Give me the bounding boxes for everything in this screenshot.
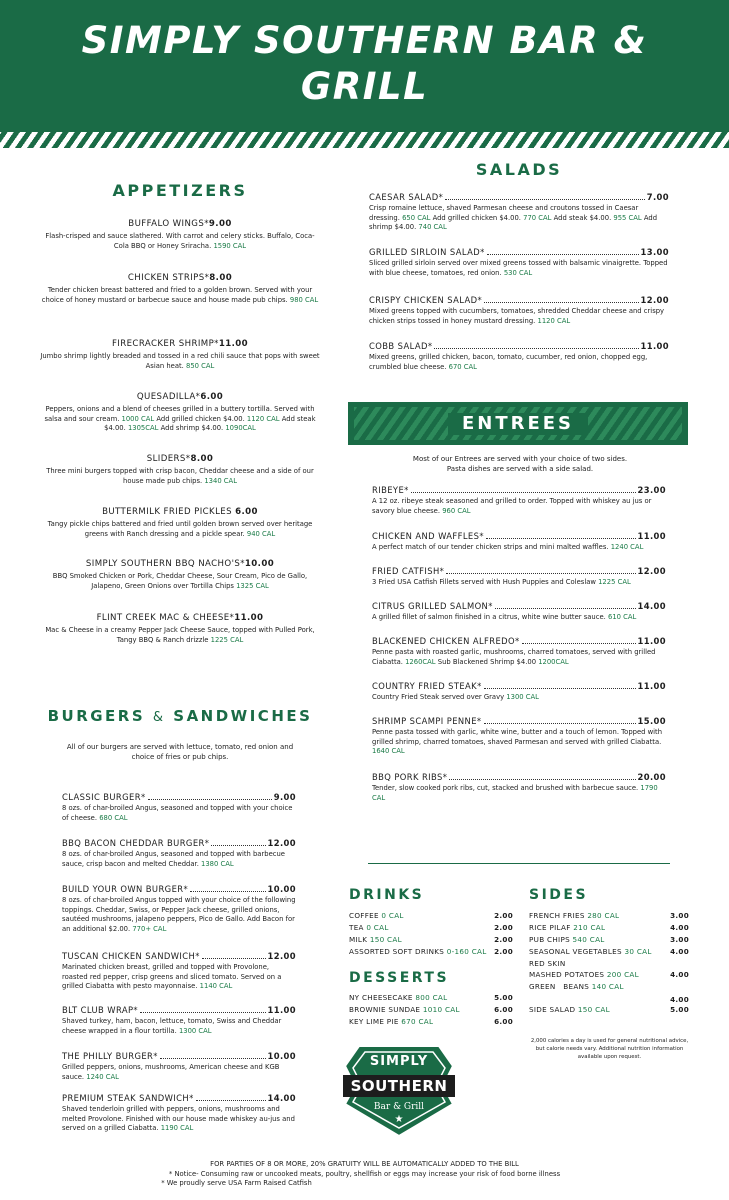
- item-name: CLASSIC BURGER*: [62, 792, 146, 802]
- item-price: 4.00: [670, 970, 689, 979]
- item-name: GRILLED SIRLOIN SALAD*: [369, 247, 485, 257]
- item-name: CAESAR SALAD*: [369, 192, 444, 202]
- item-name: BUTTERMILK FRIED PICKLES: [102, 507, 232, 517]
- item-price: 7.00: [646, 192, 669, 202]
- item-price: [659, 982, 689, 992]
- item-desc: 8 ozs. of char-broiled Angus, seasoned and topped with barbecue sauce, crisp bacon and melted Cheddar.: [62, 850, 285, 868]
- item-name: SLIDERS*: [146, 454, 191, 464]
- item-desc: Three mini burgers topped with crisp bacon, Cheddar cheese and a side of our house made pub chips.: [46, 467, 314, 485]
- item-desc: Shaved tenderloin grilled with peppers, onions, mushrooms and melted Provolone. Finished with our house made whiskey au-jus and served on a grilled Ciabatta.: [62, 1105, 295, 1133]
- item-name: COUNTRY FRIED STEAK*: [372, 681, 482, 691]
- entree-item: [372, 680, 666, 703]
- appetizer-item: [40, 612, 320, 645]
- item-price: 5.00: [494, 993, 513, 1002]
- item-price: 6.00: [200, 392, 224, 402]
- item-price: 9.00: [208, 219, 232, 229]
- item-desc: Peppers, onions and a blend of cheeses grilled in a buttery tortilla. Served with salsa and sour cream.: [44, 405, 315, 423]
- entree-item: [372, 771, 666, 803]
- item-cal: 140 CAL: [591, 982, 624, 991]
- item-cal: 1240 CAL: [610, 543, 644, 551]
- item-name: GREEN BEANS: [529, 982, 590, 991]
- item-desc: Tender chicken breast battered and fried to a golden brown. Served with your choice of honey mustard or barbecue sauce and house made pub chips.: [41, 286, 313, 304]
- item-price: 2.00: [494, 935, 513, 944]
- item-cal: 740 CAL: [418, 223, 447, 232]
- item-cal: 1010 CAL: [422, 1005, 460, 1014]
- item-price: 11.00: [267, 1005, 296, 1015]
- burger-item: [62, 837, 296, 869]
- item-price: 6.00: [494, 1005, 513, 1014]
- item-cal: 0 CAL: [366, 923, 389, 932]
- item-cal: 1120 CAL: [537, 316, 571, 325]
- item-desc: A grilled fillet of salmon finished in a citrus, white wine butter sauce.: [372, 613, 606, 621]
- item-name: CRISPY CHICKEN SALAD*: [369, 295, 483, 305]
- burgers-title: [40, 707, 320, 725]
- item-price: 20.00: [637, 772, 666, 782]
- item-addon: Add grilled chicken $4.00.: [156, 414, 245, 423]
- item-name: KEY LIME PIE: [349, 1017, 399, 1026]
- consumption-notice: * Notice- Consuming raw or uncooked meats, poultry, shellfish or eggs may increase your risk of food borne illness: [168, 1169, 561, 1178]
- side-row: [529, 923, 689, 933]
- item-cal: 680 CAL: [99, 813, 128, 822]
- leader-dots: [196, 1100, 266, 1101]
- item-price: 15.00: [637, 716, 666, 726]
- item-cal: 0-160 CAL: [446, 947, 487, 956]
- item-cal: 1590 CAL: [213, 241, 247, 250]
- section-divider: [368, 863, 670, 864]
- item-price: 6.00: [235, 507, 258, 517]
- item-cal: 1300 CAL: [178, 1026, 212, 1035]
- leader-dots: [160, 1058, 266, 1059]
- item-cal: 1300 CAL: [506, 693, 539, 701]
- item-addon: Sub Blackened Shrimp $4.00: [437, 657, 537, 666]
- item-price: 2.00: [494, 923, 513, 932]
- item-desc: Mac & Cheese in a creamy Pepper Jack Cheese Sauce, topped with Pulled Pork, Tangy BBQ & Ranch drizzle: [45, 626, 315, 644]
- item-price: 13.00: [640, 247, 669, 257]
- item-price: 11.00: [637, 636, 666, 646]
- item-price: 8.00: [190, 454, 214, 464]
- item-cal: 1240 CAL: [86, 1072, 119, 1081]
- item-cal: 540 CAL: [572, 935, 605, 944]
- item-name: MASHED POTATOES: [529, 970, 605, 979]
- item-price: 6.00: [494, 1017, 513, 1026]
- drink-row: [349, 947, 513, 957]
- entree-item: [372, 635, 666, 667]
- item-cal: 1640 CAL: [372, 747, 405, 756]
- item-name: ASSORTED SOFT DRINKS: [349, 947, 445, 956]
- dessert-row: [349, 1005, 513, 1015]
- logo-southern: SOUTHERN: [350, 1077, 448, 1095]
- item-desc: Flash-crisped and sauce slathered. With carrot and celery sticks. Buffalo, Coca-Cola BBQ or Honey Sriracha.: [45, 232, 315, 250]
- item-cal: 1000 CAL: [121, 414, 155, 423]
- item-price: 14.00: [267, 1093, 296, 1103]
- item-price: 3.00: [670, 935, 689, 944]
- entree-item: [372, 565, 666, 588]
- item-cal: 200 CAL: [606, 970, 639, 979]
- desserts-title: DESSERTS: [349, 970, 450, 986]
- logo-simply: SIMPLY: [369, 1054, 429, 1069]
- burger-item: [62, 950, 296, 992]
- item-cal: 1200CAL: [538, 657, 569, 666]
- item-cal: 980 CAL: [289, 295, 319, 304]
- item-cal: 1090CAL: [225, 424, 256, 433]
- nutrition-note: 2,000 calories a day is used for general nutritional advice, but calorie needs vary. Additional nutrition information available upon request.: [530, 1038, 689, 1060]
- item-cal: 210 CAL: [573, 923, 606, 932]
- sandwiches-title-word: SANDWICHES: [173, 707, 313, 725]
- item-name: TUSCAN CHICKEN SANDWICH*: [62, 951, 200, 961]
- item-price: 12.00: [267, 951, 296, 961]
- item-cal: 1305CAL: [127, 424, 159, 433]
- item-desc: Marinated chicken breast, grilled and topped with Provolone, roasted red pepper, crisp greens and sliced tomato. Served on a grilled Ciabatta with pesto mayonnaise.: [62, 963, 282, 991]
- item-desc: Mixed greens topped with cucumbers, tomatoes, shredded Cheddar cheese and crispy chicken strips tossed in honey mustard dressing.: [369, 307, 665, 325]
- item-name: COBB SALAD*: [369, 341, 433, 351]
- leader-dots: [211, 845, 265, 846]
- item-desc: Grilled peppers, onions, mushrooms, American cheese and KGB sauce.: [62, 1063, 280, 1081]
- item-price: 11.00: [637, 531, 666, 541]
- burger-item: [62, 1092, 296, 1134]
- burger-item: [62, 791, 296, 823]
- side-row: [529, 1005, 689, 1015]
- item-addon: Add steak $4.00.: [104, 414, 316, 433]
- item-desc: BBQ Smoked Chicken or Pork, Cheddar Cheese, Sour Cream, Pico de Gallo, Jalapeno, Green Onions over Tortilla Chips: [52, 572, 308, 590]
- side-row: [529, 911, 689, 921]
- dessert-row: [349, 1017, 513, 1027]
- entree-item: [372, 530, 666, 553]
- item-name: CITRUS GRILLED SALMON*: [372, 601, 493, 611]
- item-price: 11.00: [218, 339, 249, 349]
- item-desc: Penne pasta tossed with garlic, white wine, butter and a touch of lemon. Topped with grilled shrimp, charred tomatoes, shaved Parmesan and served with grilled Ciabatta.: [372, 728, 663, 746]
- side-row: [529, 959, 689, 969]
- leader-dots: [190, 891, 265, 892]
- drink-row: [349, 923, 513, 933]
- item-cal: 30 CAL: [624, 947, 652, 956]
- item-cal: 955 CAL: [613, 213, 642, 222]
- side-row: [529, 995, 689, 1005]
- appetizer-item: [40, 391, 320, 434]
- item-desc: Shaved turkey, ham, bacon, lettuce, tomato, Swiss and Cheddar cheese wrapped in a flour tortilla.: [62, 1017, 282, 1035]
- salad-item: [369, 340, 669, 372]
- item-desc: Tangy pickle chips battered and fried until golden brown served over heritage greens with Ranch dressing and a pickle spear.: [47, 520, 313, 538]
- item-cal: 1790 CAL: [372, 784, 658, 802]
- item-cal: 610 CAL: [608, 613, 637, 621]
- salad-item: [369, 246, 669, 278]
- item-price: 14.00: [637, 601, 666, 611]
- side-row: [529, 935, 689, 945]
- item-desc: A perfect match of our tender chicken strips and mini malted waffles.: [372, 543, 609, 551]
- entree-item: [372, 715, 666, 757]
- item-desc: Mixed greens, grilled chicken, bacon, tomato, cucumber, red onion, chopped egg, crumbled blue cheese.: [369, 353, 648, 371]
- gratuity-notice: FOR PARTIES OF 8 OR MORE, 20% GRATUITY WILL BE AUTOMATICALLY ADDED TO THE BILL: [210, 1160, 519, 1168]
- burger-item: [62, 883, 296, 934]
- side-row: [529, 970, 689, 980]
- item-cal: 1140 CAL: [199, 982, 233, 991]
- item-name: COFFEE: [349, 911, 379, 920]
- item-name: PUB CHIPS: [529, 935, 570, 944]
- item-name: NY CHEESECAKE: [349, 993, 413, 1002]
- item-addon: Add grilled chicken $4.00.: [432, 213, 521, 222]
- restaurant-title: [0, 18, 729, 110]
- item-price: 11.00: [637, 681, 666, 691]
- item-name: TEA: [349, 923, 364, 932]
- item-cal: 1225 CAL: [210, 635, 244, 644]
- item-name: RIBEYE*: [372, 485, 409, 495]
- item-price: 23.00: [637, 485, 666, 495]
- entrees-intro: Most of our Entrees are served with your choice of two sides. Pasta dishes are served with a side salad.: [412, 455, 628, 473]
- entrees-title: ENTREES: [461, 413, 575, 434]
- appetizer-item: [40, 558, 320, 591]
- item-cal: 670 CAL: [401, 1017, 434, 1026]
- item-desc: Penne pasta with roasted garlic, mushrooms, charred tomatoes, served with grilled Ciabatta.: [372, 648, 656, 666]
- restaurant-logo: [341, 1042, 457, 1138]
- leader-dots: [446, 573, 635, 574]
- item-name: SIDE SALAD: [529, 1005, 576, 1014]
- menu-footer: [0, 1160, 729, 1189]
- burger-item: [62, 1050, 296, 1082]
- item-price: 10.00: [267, 884, 296, 894]
- item-desc: Jumbo shrimp lightly breaded and tossed in a red chili sauce that pops with sweet Asian heat.: [40, 352, 320, 370]
- item-price: 12.00: [637, 566, 666, 576]
- item-cal: 150 CAL: [577, 1005, 610, 1014]
- item-desc: Country Fried Steak served over Gravy: [372, 693, 505, 701]
- item-cal: 650 CAL: [402, 213, 431, 222]
- item-addon: Add shrimp $4.00.: [369, 213, 658, 232]
- appetizers-title: APPETIZERS: [112, 181, 248, 200]
- item-price: [659, 959, 689, 969]
- item-name: THE PHILLY BURGER*: [62, 1051, 158, 1061]
- burgers-title-word: BURGERS: [47, 707, 146, 725]
- salad-item: [369, 294, 669, 326]
- item-name: RICE PILAF: [529, 923, 571, 932]
- item-price: 4.00: [670, 947, 689, 956]
- item-cal: 530 CAL: [503, 268, 533, 277]
- burger-item: [62, 1004, 296, 1036]
- item-price: 2.00: [494, 911, 513, 920]
- item-price: 3.00: [670, 911, 689, 920]
- entree-item: [372, 484, 666, 516]
- item-name: QUESADILLA*: [136, 392, 201, 402]
- leader-dots: [486, 538, 636, 539]
- leader-dots: [484, 688, 636, 689]
- burgers-title-amp: &: [152, 710, 166, 725]
- item-desc: 8 ozs. of char-broiled Angus, seasoned and topped with your choice of cheese.: [62, 804, 293, 822]
- item-name: SEASONAL VEGETABLES: [529, 947, 622, 956]
- item-cal: 800 CAL: [415, 993, 448, 1002]
- item-name: BBQ PORK RIBS*: [372, 772, 448, 782]
- item-desc: Sliced grilled sirloin served over mixed greens tossed with balsamic vinaigrette. Topped with blue cheese, tomatoes, red onion.: [369, 259, 668, 277]
- leader-dots: [522, 643, 636, 644]
- leader-dots: [484, 723, 636, 724]
- item-name: CHICKEN AND WAFFLES*: [372, 531, 484, 541]
- item-name: BBQ BACON CHEDDAR BURGER*: [62, 838, 210, 848]
- header-stripe: [0, 132, 729, 148]
- title-line-2: GRILL: [300, 65, 429, 108]
- salad-item: [369, 191, 669, 233]
- item-name: BLACKENED CHICKEN ALFREDO*: [372, 636, 520, 646]
- item-price: 9.00: [273, 792, 296, 802]
- side-row: [529, 947, 689, 957]
- logo-bar-grill: Bar & Grill: [373, 1102, 425, 1112]
- appetizer-item: [40, 338, 320, 371]
- item-name: BROWNIE SUNDAE: [349, 1005, 421, 1014]
- item-desc: A 12 oz. ribeye steak seasoned and grilled to order. Topped with whiskey au jus or savory blue cheese.: [372, 497, 652, 515]
- star-icon: ★: [394, 1114, 404, 1125]
- burgers-intro: All of our burgers are served with lettuce, tomato, red onion and choice of fries or pub chips.: [66, 743, 294, 761]
- leader-dots: [148, 799, 272, 800]
- leader-dots: [434, 348, 638, 349]
- item-cal: 670 CAL: [448, 362, 477, 371]
- item-price: 11.00: [234, 613, 264, 623]
- drink-row: [349, 935, 513, 945]
- item-name: FRIED CATFISH*: [372, 566, 445, 576]
- item-name: FLINT CREEK MAC & CHEESE*: [96, 613, 235, 623]
- item-price: 12.00: [640, 295, 669, 305]
- item-name: BLT CLUB WRAP*: [62, 1005, 138, 1015]
- item-cal: 850 CAL: [186, 361, 215, 370]
- item-price: 10.00: [244, 559, 275, 569]
- item-desc: Tender, slow cooked pork ribs, cut, stacked and brushed with barbecue sauce.: [372, 784, 639, 792]
- item-name: CHICKEN STRIPS*: [127, 273, 210, 283]
- item-name: SHRIMP SCAMPI PENNE*: [372, 716, 482, 726]
- item-desc: Crisp romaine lettuce, shaved Parmesan cheese and croutons tossed in Caesar dressing.: [369, 204, 639, 222]
- item-cal: 770 CAL: [523, 213, 552, 222]
- leader-dots: [445, 199, 645, 200]
- leader-dots: [487, 254, 639, 255]
- item-cal: 1340 CAL: [204, 476, 237, 485]
- salads-title: SALADS: [475, 160, 563, 179]
- leader-dots: [484, 302, 638, 303]
- drink-row: [349, 911, 513, 921]
- leader-dots: [202, 958, 266, 959]
- item-cal: 770+ CAL: [132, 924, 167, 933]
- appetizer-item: [40, 218, 320, 251]
- appetizer-item: [40, 506, 320, 539]
- item-cal: 1325 CAL: [236, 581, 269, 590]
- menu-header: [0, 0, 729, 132]
- item-name: BUILD YOUR OWN BURGER*: [62, 884, 189, 894]
- item-name: RED SKIN: [529, 959, 566, 968]
- item-name: MILK: [349, 935, 368, 944]
- entree-item: [372, 600, 666, 623]
- item-name: FIRECRACKER SHRIMP*: [111, 339, 219, 349]
- item-cal: 940 CAL: [246, 529, 276, 538]
- item-addon: Add shrimp $4.00.: [160, 424, 224, 433]
- item-cal: 1380 CAL: [201, 859, 234, 868]
- item-name: FRENCH FRIES: [529, 911, 585, 920]
- item-cal: 150 CAL: [369, 935, 402, 944]
- leader-dots: [495, 608, 636, 609]
- item-cal: 280 CAL: [587, 911, 620, 920]
- item-cal: 1190 CAL: [160, 1124, 194, 1133]
- item-cal: 960 CAL: [442, 506, 471, 515]
- leader-dots: [449, 779, 635, 780]
- item-price: 10.00: [267, 1051, 296, 1061]
- item-price: 4.00: [670, 995, 689, 1004]
- item-desc: 8 ozs. of char-broiled Angus topped with your choice of the following toppings. Cheddar, Swiss, or Pepper Jack cheese, grilled onions, sautéed mushrooms, jalapeno peppers, Pico de Gallo. Add Bacon for an additional $2.00.: [62, 896, 296, 933]
- appetizer-item: [40, 272, 320, 305]
- item-cal: 1120 CAL: [246, 414, 280, 423]
- item-cal: 1260CAL: [405, 657, 436, 666]
- leader-dots: [411, 492, 636, 493]
- item-name: BUFFALO WINGS*: [128, 219, 209, 229]
- leader-dots: [140, 1012, 266, 1013]
- item-price: 5.00: [670, 1005, 689, 1014]
- appetizer-item: [40, 453, 320, 486]
- item-cal: 0 CAL: [381, 911, 404, 920]
- catfish-notice: * We proudly serve USA Farm Raised Catfish: [161, 1179, 312, 1187]
- item-cal: 1225 CAL: [598, 578, 631, 586]
- item-price: 2.00: [494, 947, 513, 956]
- item-price: 11.00: [640, 341, 669, 351]
- drinks-title: DRINKS: [349, 887, 425, 903]
- item-addon: Add steak $4.00.: [553, 213, 612, 222]
- side-row: [529, 982, 689, 992]
- item-price: 4.00: [670, 923, 689, 932]
- dessert-row: [349, 993, 513, 1003]
- item-price: 8.00: [209, 273, 233, 283]
- item-name: PREMIUM STEAK SANDWICH*: [62, 1093, 194, 1103]
- item-name: SIMPLY SOUTHERN BBQ NACHO'S*: [85, 559, 245, 569]
- entrees-banner: [348, 402, 688, 445]
- item-desc: 3 Fried USA Catfish Fillets served with Hush Puppies and Coleslaw: [372, 578, 596, 586]
- sides-title: SIDES: [529, 887, 589, 903]
- item-price: 12.00: [267, 838, 296, 848]
- title-line-1: SIMPLY SOUTHERN BAR &: [81, 19, 648, 62]
